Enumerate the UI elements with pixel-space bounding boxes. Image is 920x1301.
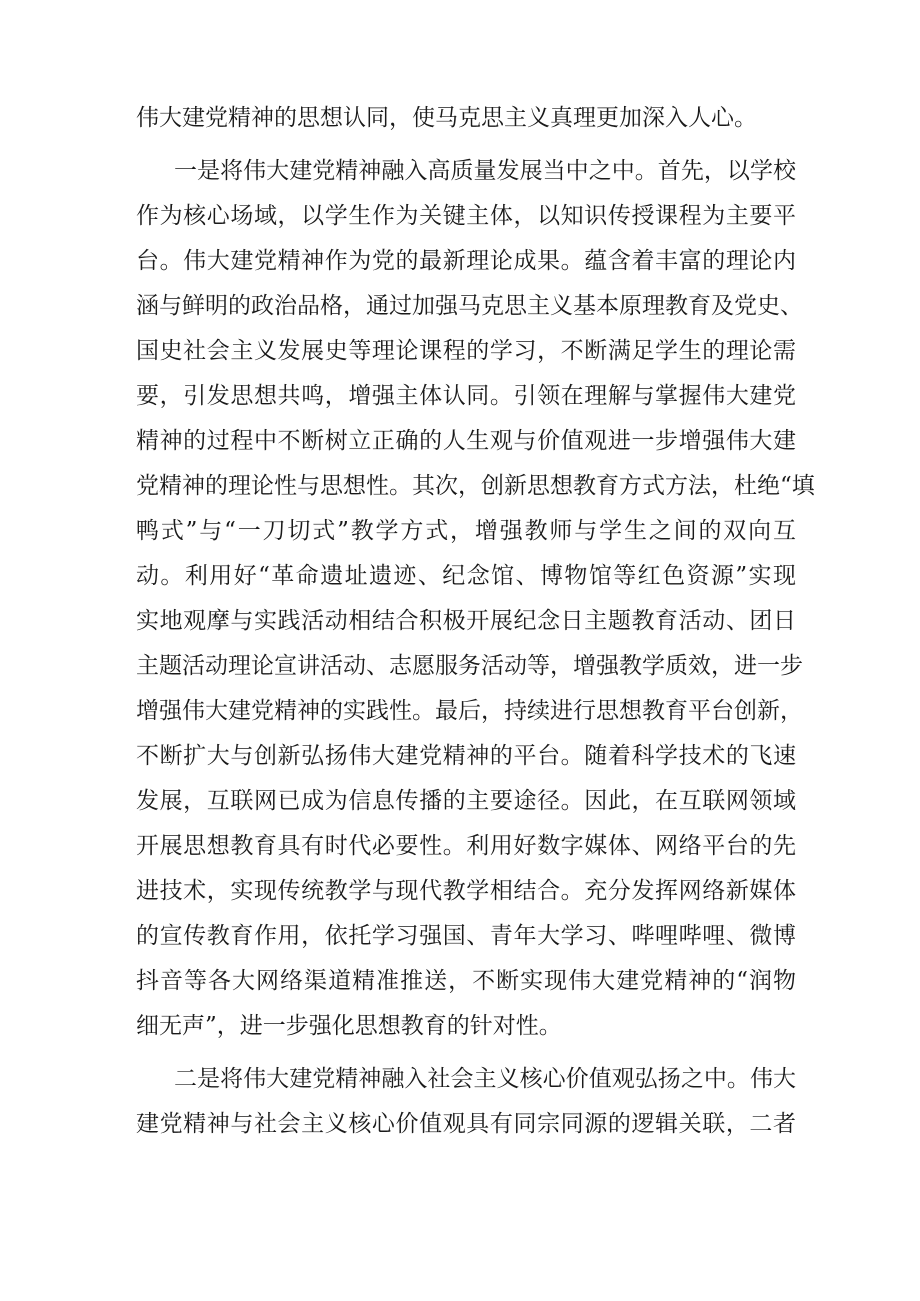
paragraph-line: 不断扩大与创新弘扬伟大建党精神的平台。随着科学技术的飞速 (136, 743, 796, 769)
paragraph-line: 动。利用好“革命遗址遗迹、纪念馆、博物馆等红色资源”实现 (136, 563, 796, 589)
document-body (136, 96, 815, 1147)
paragraph-line: 的宣传教育作用，依托学习强国、青年大学习、哔哩哔哩、微博 (136, 923, 796, 949)
paragraph-line: 精神的过程中不断树立正确的人生观与价值观进一步增强伟大建 (136, 428, 796, 454)
paragraph-line: 要，引发思想共鸣，增强主体认同。引领在理解与掌握伟大建党 (136, 383, 796, 409)
paragraph-line: 一是将伟大建党精神融入高质量发展当中之中。首先，以学校 (174, 158, 796, 184)
paragraph-line: 伟大建党精神的思想认同，使马克思主义真理更加深入人心。 (136, 105, 757, 131)
paragraph-line: 党精神的理论性与思想性。其次，创新思想教育方式方法，杜绝“填 (136, 473, 815, 499)
paragraph-line: 主题活动理论宣讲活动、志愿服务活动等，增强教学质效，进一步 (136, 653, 803, 679)
paragraph-line: 发展，互联网已成为信息传播的主要途径。因此，在互联网领域 (136, 788, 796, 814)
paragraph-line: 进技术，实现传统教学与现代教学相结合。充分发挥网络新媒体 (136, 878, 796, 904)
paragraph-line: 作为核心场域，以学生作为关键主体，以知识传授课程为主要平 (136, 203, 796, 229)
paragraph-line: 细无声”，进一步强化思想教育的针对性。 (136, 1013, 562, 1039)
paragraph-line: 开展思想教育具有时代必要性。利用好数字媒体、网络平台的先 (136, 833, 796, 859)
paragraph-line: 国史社会主义发展史等理论课程的学习，不断满足学生的理论需 (136, 338, 796, 364)
paragraph-line: 建党精神与社会主义核心价值观具有同宗同源的逻辑关联，二者 (136, 1111, 796, 1137)
paragraph-line: 涵与鲜明的政治品格，通过加强马克思主义基本原理教育及党史、 (136, 293, 803, 319)
paragraph-line: 增强伟大建党精神的实践性。最后，持续进行思想教育平台创新， (136, 698, 803, 724)
paragraph-line: 鸭式”与“一刀切式”教学方式，增强教师与学生之间的双向互 (136, 518, 796, 544)
paragraph-line: 抖音等各大网络渠道精准推送，不断实现伟大建党精神的“润物 (136, 968, 796, 994)
paragraph-line: 二是将伟大建党精神融入社会主义核心价值观弘扬之中。伟大 (174, 1066, 796, 1092)
paragraph-line: 台。伟大建党精神作为党的最新理论成果。蕴含着丰富的理论内 (136, 248, 796, 274)
paragraph-line: 实地观摩与实践活动相结合积极开展纪念日主题教育活动、团日 (136, 608, 796, 634)
